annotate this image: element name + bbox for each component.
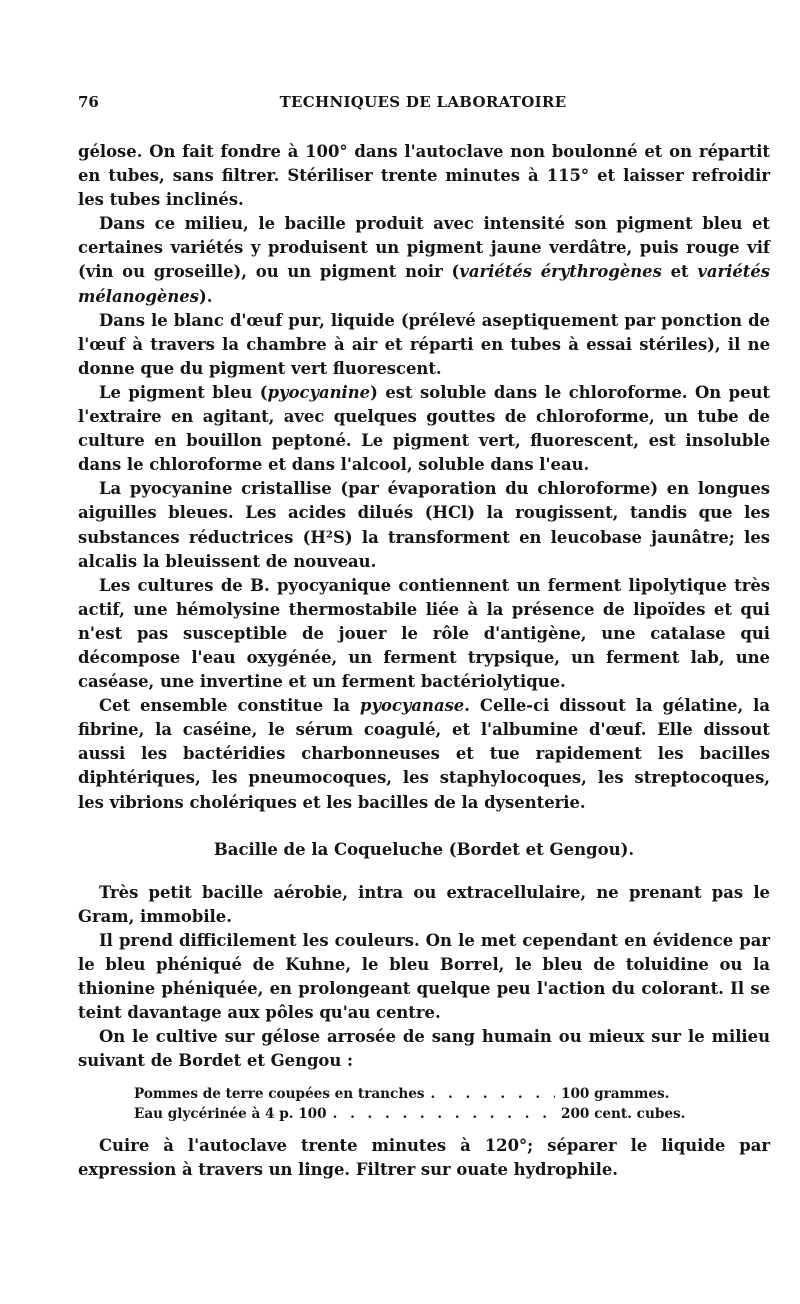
recipe-ingredient: Pommes de terre coupées en tranches — [134, 1086, 425, 1103]
leader-dots — [333, 1104, 555, 1124]
italic-term: pyocyanine — [267, 382, 371, 402]
italic-term: pyocyanase — [360, 696, 465, 716]
paragraph-crystallisation: La pyocyanine cristallise (par évaporation du chloroforme) en longues aiguilles bleues. Les acides dilués (HCl) la rougissent, tandis que les substances réductrices (H²S) la transforment en leucobase jaunâtre; les alcalis la bleuissent de nouveau. — [78, 479, 770, 571]
paragraph-text: et — [661, 262, 698, 282]
recipe-quantity: 200 cent. cubes. — [561, 1106, 686, 1123]
italic-term: variétés mélanogènes — [78, 262, 770, 306]
paragraph-gelose-continuation: gélose. On fait fondre à 100° dans l'autoclave non boulonné et on répartit en tubes, sans filtrer. Stériliser trente minutes à 115° et laisser refroidir les tubes inclinés. — [78, 142, 770, 210]
leader-dots — [431, 1084, 555, 1104]
paragraph-blue-pigment — [78, 381, 770, 477]
paragraph-pigment-varieties — [78, 212, 770, 308]
paragraph-culture-medium: On le cultive sur gélose arrosée de sang humain ou mieux sur le milieu suivant de Bordet et Gengou : — [78, 1027, 770, 1071]
paragraph-pyocyanase — [78, 694, 770, 814]
paragraph-text: Cet ensemble constitue la — [99, 696, 360, 716]
page-header — [78, 93, 768, 115]
italic-term: variétés érythrogènes — [459, 262, 662, 282]
paragraph-autoclave: Cuire à l'autoclave trente minutes à 120°; séparer le liquide par expression à travers un linge. Filtrer sur ouate hydrophile. — [78, 1136, 770, 1180]
section-title: Bacille de la Coqueluche (Bordet et Gengou). — [213, 839, 635, 859]
paragraph-text: . Celle-ci dissout la gélatine, la fibrine, la caséine, le sérum coagulé, et l'albumine d'œuf. Elle dissout aussi les bactéridies charbonneuses et tue rapidement les bacilles diphtériques, les pneumocoques, les staphylocoques, les streptocoques, les vibrions cholériques et les bacilles de la dysenterie. — [78, 696, 770, 812]
page-number: 76 — [78, 93, 99, 111]
running-title: TECHNIQUES DE LABORATOIRE — [279, 93, 567, 111]
paragraph-text: Le pigment bleu ( — [99, 382, 268, 402]
recipe-list — [134, 1084, 686, 1124]
page-body — [78, 140, 770, 1183]
recipe-ingredient: Eau glycérinée à 4 p. 100 — [134, 1106, 327, 1123]
paragraph-bacillus-description: Très petit bacille aérobie, intra ou extracellulaire, ne prenant pas le Gram, immobile. — [78, 882, 770, 926]
paragraph-egg-white: Dans le blanc d'œuf pur, liquide (prélevé aseptiquement par ponction de l'œuf à travers la chambre à air et réparti en tubes à essai stériles), il ne donne que du pigment vert fluorescent. — [78, 310, 770, 378]
recipe-quantity: 100 grammes. — [561, 1086, 670, 1103]
paragraph-text: ) est soluble dans le chloroforme. On peut l'extraire en agitant, avec quelques gouttes de chloroforme, un tube de culture en bouillon peptoné. Le pigment vert, fluorescent, est insoluble dans le chloroforme et dans l'alcool, soluble dans l'eau. — [78, 382, 770, 475]
paragraph-text: Dans ce milieu, le bacille produit avec intensité son pigment bleu et certaines variétés y produisent un pigment jaune verdâtre, puis rouge vif (vin ou groseille), ou un pigment noir ( — [78, 214, 770, 282]
paragraph-staining: Il prend difficilement les couleurs. On le met cependant en évidence par le bleu phéniqué de Kuhne, le bleu Borrel, le bleu de toluidine ou la thionine phéniquée, en prolongeant quelque peu l'action du colorant. Il se teint davantage aux pôles qu'au centre. — [78, 930, 770, 1023]
recipe-row — [134, 1084, 679, 1104]
paragraph-ferments: Les cultures de B. pyocyanique contiennent un ferment lipolytique très actif, une hémolysine thermostabile liée à la présence de lipoïdes et qui n'est pas susceptible de jouer le rôle d'antigène, une catalase qui décompose l'eau oxygénée, un ferment trypsique, un ferment lab, une caséase, une invertine et un ferment bactériolytique. — [78, 575, 770, 692]
recipe-row — [134, 1104, 686, 1124]
paragraph-text: ). — [198, 286, 213, 306]
